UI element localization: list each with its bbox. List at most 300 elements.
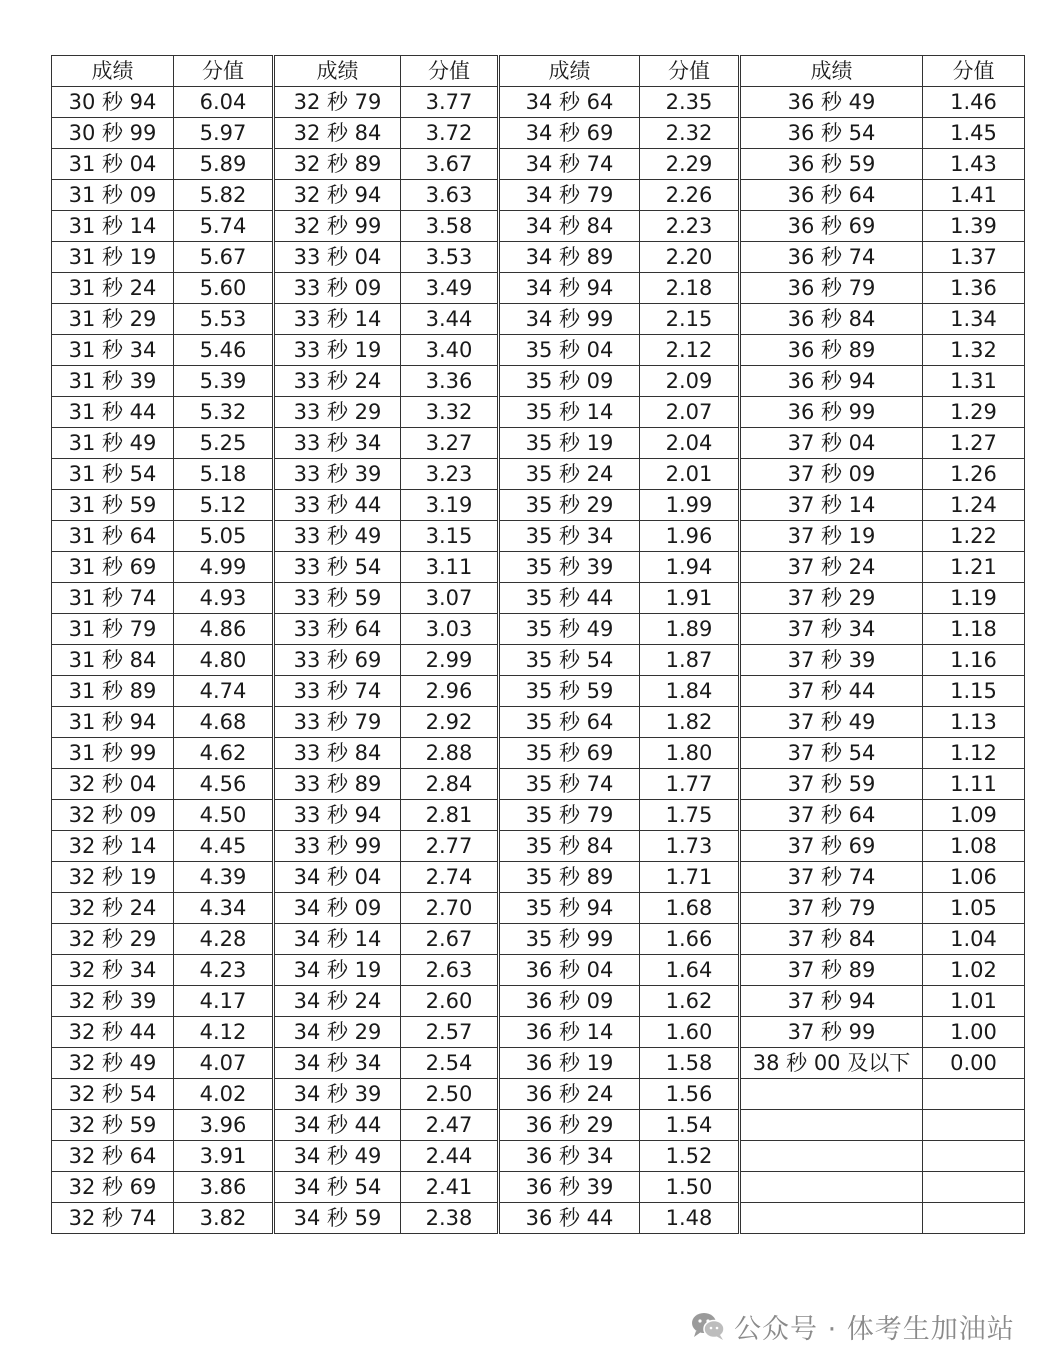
result-cell: 34 秒 04 [274, 862, 401, 893]
result-cell: 35 秒 99 [499, 924, 640, 955]
table-row [52, 1141, 1025, 1172]
table-row [52, 242, 1025, 273]
score-cell: 2.35 [640, 87, 740, 118]
result-cell: 37 秒 79 [740, 893, 923, 924]
result-cell: 33 秒 54 [274, 552, 401, 583]
score-cell: 1.73 [640, 831, 740, 862]
score-cell: 4.12 [174, 1017, 274, 1048]
score-cell: 1.37 [923, 242, 1025, 273]
result-cell: 33 秒 49 [274, 521, 401, 552]
score-cell: 4.23 [174, 955, 274, 986]
result-cell: 37 秒 19 [740, 521, 923, 552]
score-cell: 4.45 [174, 831, 274, 862]
score-cell: 4.34 [174, 893, 274, 924]
score-cell: 2.47 [401, 1110, 499, 1141]
score-cell: 2.01 [640, 459, 740, 490]
score-cell: 5.89 [174, 149, 274, 180]
score-cell: 3.40 [401, 335, 499, 366]
result-cell: 33 秒 59 [274, 583, 401, 614]
score-cell: 5.18 [174, 459, 274, 490]
score-cell: 3.77 [401, 87, 499, 118]
result-cell: 34 秒 64 [499, 87, 640, 118]
table-header-row [52, 56, 1025, 87]
score-cell: 5.32 [174, 397, 274, 428]
result-cell: 33 秒 99 [274, 831, 401, 862]
table-row [52, 614, 1025, 645]
score-cell: 1.75 [640, 800, 740, 831]
score-cell: 2.96 [401, 676, 499, 707]
result-cell: 30 秒 99 [52, 118, 174, 149]
result-cell: 32 秒 59 [52, 1110, 174, 1141]
score-cell: 1.87 [640, 645, 740, 676]
result-cell: 36 秒 29 [499, 1110, 640, 1141]
result-cell: 37 秒 94 [740, 986, 923, 1017]
score-cell: 3.23 [401, 459, 499, 490]
table-row [52, 924, 1025, 955]
score-cell: 1.43 [923, 149, 1025, 180]
score-cell: 3.49 [401, 273, 499, 304]
score-cell: 4.86 [174, 614, 274, 645]
result-cell: 31 秒 14 [52, 211, 174, 242]
score-cell: 1.29 [923, 397, 1025, 428]
result-cell: 31 秒 24 [52, 273, 174, 304]
score-cell: 2.32 [640, 118, 740, 149]
result-cell: 34 秒 74 [499, 149, 640, 180]
result-cell: 32 秒 79 [274, 87, 401, 118]
result-cell: 35 秒 79 [499, 800, 640, 831]
score-cell: 3.58 [401, 211, 499, 242]
score-cell: 1.04 [923, 924, 1025, 955]
score-cell: 5.39 [174, 366, 274, 397]
score-cell: 1.46 [923, 87, 1025, 118]
score-cell: 5.60 [174, 273, 274, 304]
result-cell: 34 秒 24 [274, 986, 401, 1017]
result-cell: 32 秒 34 [52, 955, 174, 986]
score-cell: 1.41 [923, 180, 1025, 211]
watermark [690, 1306, 1015, 1346]
result-cell: 35 秒 39 [499, 552, 640, 583]
result-cell: 34 秒 69 [499, 118, 640, 149]
score-cell: 4.93 [174, 583, 274, 614]
result-cell: 31 秒 89 [52, 676, 174, 707]
result-cell: 32 秒 29 [52, 924, 174, 955]
score-cell: 1.06 [923, 862, 1025, 893]
score-cell: 1.31 [923, 366, 1025, 397]
score-cell: 4.50 [174, 800, 274, 831]
column-header: 成绩 [274, 56, 401, 87]
score-cell: 1.89 [640, 614, 740, 645]
score-cell: 2.38 [401, 1203, 499, 1234]
table-row [52, 490, 1025, 521]
score-cell: 2.41 [401, 1172, 499, 1203]
score-cell: 4.80 [174, 645, 274, 676]
result-cell: 37 秒 99 [740, 1017, 923, 1048]
score-cell: 3.36 [401, 366, 499, 397]
score-cell: 1.39 [923, 211, 1025, 242]
table-row [52, 459, 1025, 490]
score-cell: 1.08 [923, 831, 1025, 862]
score-cell: 3.96 [174, 1110, 274, 1141]
result-cell: 37 秒 59 [740, 769, 923, 800]
score-cell: 1.24 [923, 490, 1025, 521]
column-header: 成绩 [52, 56, 174, 87]
score-cell: 1.05 [923, 893, 1025, 924]
score-cell: 3.27 [401, 428, 499, 459]
result-cell: 37 秒 14 [740, 490, 923, 521]
score-cell: 1.91 [640, 583, 740, 614]
score-cell: 1.34 [923, 304, 1025, 335]
result-cell: 32 秒 09 [52, 800, 174, 831]
result-cell: 37 秒 64 [740, 800, 923, 831]
score-cell: 1.02 [923, 955, 1025, 986]
score-cell: 1.62 [640, 986, 740, 1017]
wechat-icon [690, 1311, 726, 1341]
score-cell: 2.92 [401, 707, 499, 738]
result-cell: 32 秒 74 [52, 1203, 174, 1234]
score-cell: 2.15 [640, 304, 740, 335]
score-cell: 1.82 [640, 707, 740, 738]
score-cell: 2.70 [401, 893, 499, 924]
score-cell: 2.57 [401, 1017, 499, 1048]
table-row [52, 273, 1025, 304]
result-cell: 36 秒 24 [499, 1079, 640, 1110]
score-cell: 1.56 [640, 1079, 740, 1110]
score-cell: 1.60 [640, 1017, 740, 1048]
score-cell: 2.44 [401, 1141, 499, 1172]
result-cell: 37 秒 89 [740, 955, 923, 986]
score-cell: 4.17 [174, 986, 274, 1017]
result-cell: 34 秒 49 [274, 1141, 401, 1172]
table-row [52, 1172, 1025, 1203]
result-cell: 35 秒 74 [499, 769, 640, 800]
score-cell: 1.64 [640, 955, 740, 986]
score-cell: 1.21 [923, 552, 1025, 583]
score-cell: 1.71 [640, 862, 740, 893]
score-cell: 5.74 [174, 211, 274, 242]
score-cell: 4.39 [174, 862, 274, 893]
score-cell: 1.68 [640, 893, 740, 924]
result-cell: 33 秒 44 [274, 490, 401, 521]
result-cell: 34 秒 54 [274, 1172, 401, 1203]
table-row [52, 1203, 1025, 1234]
column-header: 分值 [640, 56, 740, 87]
result-cell: 33 秒 04 [274, 242, 401, 273]
score-cell: 1.99 [640, 490, 740, 521]
score-cell: 2.26 [640, 180, 740, 211]
result-cell: 36 秒 84 [740, 304, 923, 335]
score-cell: 3.67 [401, 149, 499, 180]
result-cell: 37 秒 54 [740, 738, 923, 769]
table-row [52, 769, 1025, 800]
result-cell: 36 秒 54 [740, 118, 923, 149]
table-row [52, 335, 1025, 366]
score-cell: 5.05 [174, 521, 274, 552]
result-cell: 37 秒 74 [740, 862, 923, 893]
column-header: 成绩 [740, 56, 923, 87]
score-cell: 2.50 [401, 1079, 499, 1110]
score-cell: 1.45 [923, 118, 1025, 149]
result-cell: 31 秒 69 [52, 552, 174, 583]
result-cell: 37 秒 29 [740, 583, 923, 614]
score-cell: 3.86 [174, 1172, 274, 1203]
column-header: 分值 [401, 56, 499, 87]
result-cell: 37 秒 04 [740, 428, 923, 459]
result-cell: 33 秒 29 [274, 397, 401, 428]
result-cell: 32 秒 44 [52, 1017, 174, 1048]
result-cell: 33 秒 64 [274, 614, 401, 645]
table-row [52, 149, 1025, 180]
score-cell: 3.07 [401, 583, 499, 614]
score-cell [923, 1110, 1025, 1141]
score-cell: 1.48 [640, 1203, 740, 1234]
score-cell: 1.22 [923, 521, 1025, 552]
score-cell: 4.62 [174, 738, 274, 769]
table-row [52, 862, 1025, 893]
result-cell: 31 秒 64 [52, 521, 174, 552]
result-cell: 38 秒 00 及以下 [740, 1048, 923, 1079]
result-cell: 36 秒 69 [740, 211, 923, 242]
score-cell: 4.07 [174, 1048, 274, 1079]
score-cell: 0.00 [923, 1048, 1025, 1079]
result-cell: 35 秒 49 [499, 614, 640, 645]
result-cell: 36 秒 09 [499, 986, 640, 1017]
result-cell: 36 秒 04 [499, 955, 640, 986]
result-cell: 35 秒 69 [499, 738, 640, 769]
score-cell: 6.04 [174, 87, 274, 118]
table-row [52, 87, 1025, 118]
score-cell: 4.56 [174, 769, 274, 800]
result-cell: 37 秒 34 [740, 614, 923, 645]
score-cell: 3.44 [401, 304, 499, 335]
table-row [52, 304, 1025, 335]
score-cell: 1.01 [923, 986, 1025, 1017]
result-cell: 33 秒 39 [274, 459, 401, 490]
result-cell: 36 秒 79 [740, 273, 923, 304]
score-cell [923, 1079, 1025, 1110]
result-cell: 31 秒 09 [52, 180, 174, 211]
score-cell [923, 1203, 1025, 1234]
result-cell: 35 秒 64 [499, 707, 640, 738]
result-cell: 31 秒 94 [52, 707, 174, 738]
result-cell: 35 秒 19 [499, 428, 640, 459]
result-cell [740, 1203, 923, 1234]
score-cell: 1.11 [923, 769, 1025, 800]
score-cell: 3.19 [401, 490, 499, 521]
result-cell: 31 秒 99 [52, 738, 174, 769]
score-cell: 2.12 [640, 335, 740, 366]
score-cell: 2.81 [401, 800, 499, 831]
result-cell: 37 秒 49 [740, 707, 923, 738]
score-cell: 1.16 [923, 645, 1025, 676]
result-cell: 34 秒 84 [499, 211, 640, 242]
score-cell: 2.07 [640, 397, 740, 428]
result-cell: 35 秒 14 [499, 397, 640, 428]
score-cell: 4.68 [174, 707, 274, 738]
table-row [52, 1048, 1025, 1079]
table-row [52, 583, 1025, 614]
score-cell [923, 1172, 1025, 1203]
table-row [52, 986, 1025, 1017]
table-row [52, 428, 1025, 459]
table-row [52, 366, 1025, 397]
score-cell: 1.52 [640, 1141, 740, 1172]
column-header: 分值 [174, 56, 274, 87]
score-cell: 1.09 [923, 800, 1025, 831]
result-cell: 36 秒 99 [740, 397, 923, 428]
result-cell: 35 秒 44 [499, 583, 640, 614]
score-cell: 2.63 [401, 955, 499, 986]
result-cell: 33 秒 79 [274, 707, 401, 738]
score-cell: 4.74 [174, 676, 274, 707]
score-cell: 1.84 [640, 676, 740, 707]
table-row [52, 707, 1025, 738]
score-cell: 2.84 [401, 769, 499, 800]
result-cell: 32 秒 69 [52, 1172, 174, 1203]
score-cell: 1.50 [640, 1172, 740, 1203]
table-body [52, 87, 1025, 1234]
score-cell: 1.15 [923, 676, 1025, 707]
score-cell: 2.74 [401, 862, 499, 893]
result-cell: 36 秒 74 [740, 242, 923, 273]
score-cell: 1.12 [923, 738, 1025, 769]
table-row [52, 1017, 1025, 1048]
result-cell: 34 秒 14 [274, 924, 401, 955]
table-row [52, 831, 1025, 862]
result-cell: 35 秒 29 [499, 490, 640, 521]
score-cell: 3.32 [401, 397, 499, 428]
table-row [52, 738, 1025, 769]
score-cell: 5.46 [174, 335, 274, 366]
result-cell: 34 秒 19 [274, 955, 401, 986]
score-cell: 1.96 [640, 521, 740, 552]
result-cell: 36 秒 94 [740, 366, 923, 397]
result-cell: 36 秒 49 [740, 87, 923, 118]
result-cell: 33 秒 34 [274, 428, 401, 459]
score-cell: 1.66 [640, 924, 740, 955]
result-cell: 34 秒 94 [499, 273, 640, 304]
score-cell: 3.53 [401, 242, 499, 273]
score-cell: 1.58 [640, 1048, 740, 1079]
result-cell: 35 秒 84 [499, 831, 640, 862]
table-row [52, 552, 1025, 583]
result-cell: 34 秒 44 [274, 1110, 401, 1141]
result-cell: 31 秒 29 [52, 304, 174, 335]
result-cell: 37 秒 84 [740, 924, 923, 955]
result-cell: 36 秒 39 [499, 1172, 640, 1203]
result-cell [740, 1110, 923, 1141]
result-cell [740, 1141, 923, 1172]
score-cell: 3.63 [401, 180, 499, 211]
score-cell: 3.72 [401, 118, 499, 149]
result-cell: 34 秒 34 [274, 1048, 401, 1079]
result-cell: 36 秒 44 [499, 1203, 640, 1234]
result-cell: 33 秒 89 [274, 769, 401, 800]
result-cell: 36 秒 64 [740, 180, 923, 211]
column-header: 分值 [923, 56, 1025, 87]
table-row [52, 397, 1025, 428]
score-cell: 3.03 [401, 614, 499, 645]
result-cell: 34 秒 79 [499, 180, 640, 211]
score-cell: 1.26 [923, 459, 1025, 490]
score-cell: 2.88 [401, 738, 499, 769]
result-cell: 32 秒 99 [274, 211, 401, 242]
result-cell: 32 秒 39 [52, 986, 174, 1017]
score-cell: 3.82 [174, 1203, 274, 1234]
result-cell: 32 秒 24 [52, 893, 174, 924]
result-cell: 35 秒 59 [499, 676, 640, 707]
score-table [51, 55, 1025, 1234]
score-cell: 5.12 [174, 490, 274, 521]
watermark-text: 公众号 · 体考生加油站 [734, 1313, 1015, 1345]
result-cell: 33 秒 19 [274, 335, 401, 366]
score-cell: 2.20 [640, 242, 740, 273]
result-cell: 31 秒 74 [52, 583, 174, 614]
result-cell: 36 秒 59 [740, 149, 923, 180]
score-cell: 1.19 [923, 583, 1025, 614]
result-cell: 32 秒 89 [274, 149, 401, 180]
result-cell [740, 1172, 923, 1203]
result-cell: 33 秒 94 [274, 800, 401, 831]
table-row [52, 521, 1025, 552]
result-cell: 37 秒 44 [740, 676, 923, 707]
result-cell: 34 秒 09 [274, 893, 401, 924]
table-row [52, 1079, 1025, 1110]
result-cell: 32 秒 64 [52, 1141, 174, 1172]
result-cell: 34 秒 99 [499, 304, 640, 335]
result-cell: 31 秒 39 [52, 366, 174, 397]
score-cell: 1.36 [923, 273, 1025, 304]
score-cell: 3.15 [401, 521, 499, 552]
score-cell: 2.18 [640, 273, 740, 304]
score-cell: 2.67 [401, 924, 499, 955]
result-cell: 35 秒 09 [499, 366, 640, 397]
table-row [52, 893, 1025, 924]
table-row [52, 676, 1025, 707]
result-cell: 35 秒 34 [499, 521, 640, 552]
score-cell: 2.29 [640, 149, 740, 180]
result-cell: 31 秒 49 [52, 428, 174, 459]
result-cell: 31 秒 59 [52, 490, 174, 521]
table-row [52, 800, 1025, 831]
score-cell [923, 1141, 1025, 1172]
result-cell: 32 秒 04 [52, 769, 174, 800]
score-cell: 3.11 [401, 552, 499, 583]
result-cell: 35 秒 89 [499, 862, 640, 893]
score-cell: 1.94 [640, 552, 740, 583]
result-cell [740, 1079, 923, 1110]
result-cell: 33 秒 69 [274, 645, 401, 676]
result-cell: 33 秒 74 [274, 676, 401, 707]
result-cell: 35 秒 54 [499, 645, 640, 676]
result-cell: 37 秒 24 [740, 552, 923, 583]
score-cell: 4.02 [174, 1079, 274, 1110]
score-cell: 1.27 [923, 428, 1025, 459]
score-cell: 1.32 [923, 335, 1025, 366]
result-cell: 33 秒 24 [274, 366, 401, 397]
score-cell: 2.04 [640, 428, 740, 459]
result-cell: 31 秒 04 [52, 149, 174, 180]
score-cell: 1.18 [923, 614, 1025, 645]
score-cell: 1.54 [640, 1110, 740, 1141]
result-cell: 31 秒 34 [52, 335, 174, 366]
score-cell: 4.99 [174, 552, 274, 583]
score-cell: 1.80 [640, 738, 740, 769]
result-cell: 31 秒 19 [52, 242, 174, 273]
result-cell: 35 秒 94 [499, 893, 640, 924]
score-cell: 5.25 [174, 428, 274, 459]
table-row [52, 955, 1025, 986]
column-header: 成绩 [499, 56, 640, 87]
